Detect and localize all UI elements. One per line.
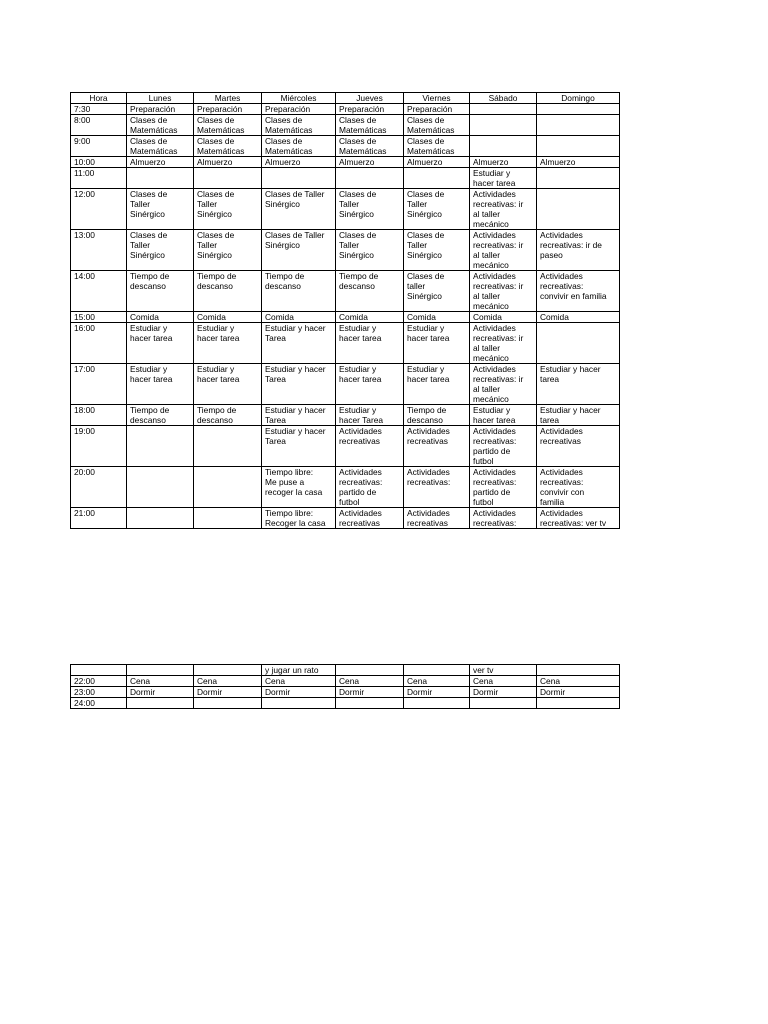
table-cell: Estudiar y hacer tarea <box>336 364 404 405</box>
table-cell: Clases de Taller Sinérgico <box>336 230 404 271</box>
table-cell: Comida <box>194 312 262 323</box>
table-cell: Actividades recreativas: ir al taller mecánico <box>470 189 537 230</box>
table-cell: Clases de Taller Sinérgico <box>262 189 336 230</box>
table-cell <box>194 665 262 676</box>
table-cell: Tiempo de descanso <box>404 405 470 426</box>
table-cell: Clases de Matemáticas <box>194 115 262 136</box>
table-cell: Cena <box>336 676 404 687</box>
table-cell: Actividades recreativas: convivir con familia <box>537 467 620 508</box>
table-cell: Almuerzo <box>404 157 470 168</box>
table-cell <box>336 665 404 676</box>
header-cell: Sábado <box>470 93 537 104</box>
table-cell: Dormir <box>194 687 262 698</box>
table-cell: Tiempo libre: Me puse a recoger la casa <box>262 467 336 508</box>
table-cell: y jugar un rato <box>262 665 336 676</box>
schedule-table <box>70 92 620 529</box>
table-cell: Tiempo de descanso <box>127 405 194 426</box>
table-row <box>71 104 620 115</box>
table-cell: Actividades recreativas: ir al taller mecánico <box>470 230 537 271</box>
table-cell <box>127 665 194 676</box>
time-cell: 16:00 <box>71 323 127 364</box>
table-cell: Dormir <box>537 687 620 698</box>
table-cell <box>262 698 336 709</box>
table-cell <box>262 168 336 189</box>
table-row <box>71 323 620 364</box>
table-cell: Actividades recreativas: <box>404 467 470 508</box>
table-cell: Actividades recreativas: ir al taller mecánico <box>470 323 537 364</box>
table-cell: Clases de Matemáticas <box>262 115 336 136</box>
table-cell <box>470 698 537 709</box>
table-cell: Tiempo de descanso <box>336 271 404 312</box>
continuation-table <box>70 664 620 709</box>
time-cell: 15:00 <box>71 312 127 323</box>
table-cell: Clases de Matemáticas <box>262 136 336 157</box>
time-cell: 19:00 <box>71 426 127 467</box>
table-cell: Clases de Taller Sinérgico <box>127 189 194 230</box>
table-cell <box>194 168 262 189</box>
table-cell <box>537 323 620 364</box>
table-row <box>71 136 620 157</box>
table-cell <box>470 115 537 136</box>
table-cell <box>537 168 620 189</box>
table-cell: Dormir <box>262 687 336 698</box>
table-cell <box>127 168 194 189</box>
table-cell: Actividades recreativas: ver tv <box>537 508 620 529</box>
header-cell: Jueves <box>336 93 404 104</box>
table-cell: Clases de Matemáticas <box>404 136 470 157</box>
time-cell: 12:00 <box>71 189 127 230</box>
time-cell: 7:30 <box>71 104 127 115</box>
table-row <box>71 508 620 529</box>
table-cell <box>537 136 620 157</box>
table-cell: Cena <box>404 676 470 687</box>
table-cell <box>194 467 262 508</box>
table-cell: Preparación <box>194 104 262 115</box>
table-cell: Clases de Taller Sinérgico <box>194 230 262 271</box>
table-row <box>71 115 620 136</box>
table-cell: Almuerzo <box>336 157 404 168</box>
table-cell: Actividades recreativas: ir al taller mecánico <box>470 271 537 312</box>
table-cell: Cena <box>537 676 620 687</box>
table-cell: Actividades recreativas <box>537 426 620 467</box>
table-cell: Dormir <box>336 687 404 698</box>
table-cell: Estudiar y hacer tarea <box>127 323 194 364</box>
table-cell: Estudiar y hacer tarea <box>127 364 194 405</box>
table-cell: Clases de Matemáticas <box>127 115 194 136</box>
table-cell: Estudiar y hacer Tarea <box>262 323 336 364</box>
header-row <box>71 93 620 104</box>
table-cell: Actividades recreativas: convivir en familia <box>537 271 620 312</box>
table-cell <box>404 168 470 189</box>
table-row <box>71 405 620 426</box>
table-cell: Clases de Taller Sinérgico <box>336 189 404 230</box>
table-cell: Actividades recreativas: partido de futbol <box>470 426 537 467</box>
time-cell: 21:00 <box>71 508 127 529</box>
table-cell: Clases de Matemáticas <box>194 136 262 157</box>
table-cell: Clases de Matemáticas <box>404 115 470 136</box>
table-cell: Actividades recreativas <box>336 426 404 467</box>
table-row <box>71 168 620 189</box>
table-cell: Estudiar y hacer tarea <box>470 405 537 426</box>
header-cell: Viernes <box>404 93 470 104</box>
table-row <box>71 687 620 698</box>
table-row <box>71 364 620 405</box>
table-cell: ver tv <box>470 665 537 676</box>
table-row <box>71 271 620 312</box>
table-cell <box>127 508 194 529</box>
table-cell: Comida <box>404 312 470 323</box>
table-cell: Cena <box>194 676 262 687</box>
table-cell: Almuerzo <box>194 157 262 168</box>
table-cell: Clases de Taller Sinérgico <box>404 230 470 271</box>
time-cell: 14:00 <box>71 271 127 312</box>
table-cell: Estudiar y hacer tarea <box>194 364 262 405</box>
table-cell <box>404 698 470 709</box>
table-cell <box>336 168 404 189</box>
table-cell: Actividades recreativas: <box>470 508 537 529</box>
header-cell: Martes <box>194 93 262 104</box>
table-cell <box>127 426 194 467</box>
table-cell <box>537 189 620 230</box>
table-cell: Comida <box>336 312 404 323</box>
table-cell: Dormir <box>127 687 194 698</box>
table-cell: Actividades recreativas: partido de futbol <box>336 467 404 508</box>
table-row <box>71 676 620 687</box>
table-cell: Tiempo de descanso <box>127 271 194 312</box>
table-cell: Actividades recreativas: ir de paseo <box>537 230 620 271</box>
time-cell: 10:00 <box>71 157 127 168</box>
table-cell: Clases de taller Sinérgico <box>404 271 470 312</box>
table-cell: Estudiar y hacer tarea <box>470 168 537 189</box>
table-cell: Estudiar y hacer tarea <box>194 323 262 364</box>
table-cell: Estudiar y hacer Tarea <box>262 364 336 405</box>
table-cell <box>127 467 194 508</box>
table-cell: Tiempo de descanso <box>194 405 262 426</box>
table-cell: Comida <box>537 312 620 323</box>
table-cell: Tiempo libre: Recoger la casa <box>262 508 336 529</box>
table-row <box>71 698 620 709</box>
time-cell: 17:00 <box>71 364 127 405</box>
table-cell <box>537 115 620 136</box>
table-cell: Actividades recreativas <box>404 426 470 467</box>
table-row <box>71 467 620 508</box>
table-cell: Estudiar y hacer tarea <box>404 323 470 364</box>
time-cell: 13:00 <box>71 230 127 271</box>
table-cell: Clases de Matemáticas <box>127 136 194 157</box>
table-cell: Preparación <box>336 104 404 115</box>
table-cell <box>336 698 404 709</box>
table-cell <box>470 136 537 157</box>
table-cell: Preparación <box>262 104 336 115</box>
table-cell <box>470 104 537 115</box>
time-cell: 23:00 <box>71 687 127 698</box>
table-row <box>71 230 620 271</box>
table-cell: Comida <box>470 312 537 323</box>
table-cell: Cena <box>470 676 537 687</box>
table-row <box>71 426 620 467</box>
table-cell: Actividades recreativas <box>336 508 404 529</box>
table-cell <box>537 698 620 709</box>
table-cell <box>537 104 620 115</box>
table-row <box>71 157 620 168</box>
table-cell: Comida <box>262 312 336 323</box>
table-cell: Actividades recreativas <box>404 508 470 529</box>
table-cell: Tiempo de descanso <box>194 271 262 312</box>
table-cell: Estudiar y hacer Tarea <box>262 426 336 467</box>
table-cell: Comida <box>127 312 194 323</box>
time-cell: 9:00 <box>71 136 127 157</box>
time-cell <box>71 665 127 676</box>
header-cell: Hora <box>71 93 127 104</box>
table-cell: Estudiar y hacer tarea <box>404 364 470 405</box>
table-row <box>71 189 620 230</box>
table-cell: Estudiar y hacer Tarea <box>336 405 404 426</box>
table-cell: Dormir <box>404 687 470 698</box>
time-cell: 20:00 <box>71 467 127 508</box>
table-cell: Clases de Taller Sinérgico <box>404 189 470 230</box>
table-cell: Clases de Taller Sinérgico <box>262 230 336 271</box>
table-cell: Cena <box>262 676 336 687</box>
time-cell: 18:00 <box>71 405 127 426</box>
table-row <box>71 312 620 323</box>
table-cell <box>194 508 262 529</box>
table-cell: Actividades recreativas: partido de futbol <box>470 467 537 508</box>
table-cell <box>537 665 620 676</box>
time-cell: 8:00 <box>71 115 127 136</box>
table-cell: Actividades recreativas: ir al taller mecánico <box>470 364 537 405</box>
table-cell: Estudiar y hacer tarea <box>537 364 620 405</box>
table-cell <box>404 665 470 676</box>
table-cell: Dormir <box>470 687 537 698</box>
table-cell: Almuerzo <box>537 157 620 168</box>
time-cell: 22:00 <box>71 676 127 687</box>
table-cell: Estudiar y hacer tarea <box>537 405 620 426</box>
table-cell: Almuerzo <box>470 157 537 168</box>
table-cell: Almuerzo <box>262 157 336 168</box>
table-cell: Estudiar y hacer tarea <box>336 323 404 364</box>
table-cell <box>127 698 194 709</box>
table-cell: Estudiar y hacer Tarea <box>262 405 336 426</box>
table-cell <box>194 426 262 467</box>
table-cell: Clases de Taller Sinérgico <box>127 230 194 271</box>
table-cell: Almuerzo <box>127 157 194 168</box>
header-cell: Domingo <box>537 93 620 104</box>
table-cell <box>194 698 262 709</box>
table-row <box>71 665 620 676</box>
header-cell: Miércoles <box>262 93 336 104</box>
table-cell: Cena <box>127 676 194 687</box>
table-cell: Clases de Matemáticas <box>336 115 404 136</box>
table-cell: Clases de Matemáticas <box>336 136 404 157</box>
table-cell: Preparación <box>404 104 470 115</box>
time-cell: 24:00 <box>71 698 127 709</box>
table-cell: Clases de Taller Sinérgico <box>194 189 262 230</box>
table-cell: Preparación <box>127 104 194 115</box>
header-cell: Lunes <box>127 93 194 104</box>
table-cell: Tiempo de descanso <box>262 271 336 312</box>
time-cell: 11:00 <box>71 168 127 189</box>
